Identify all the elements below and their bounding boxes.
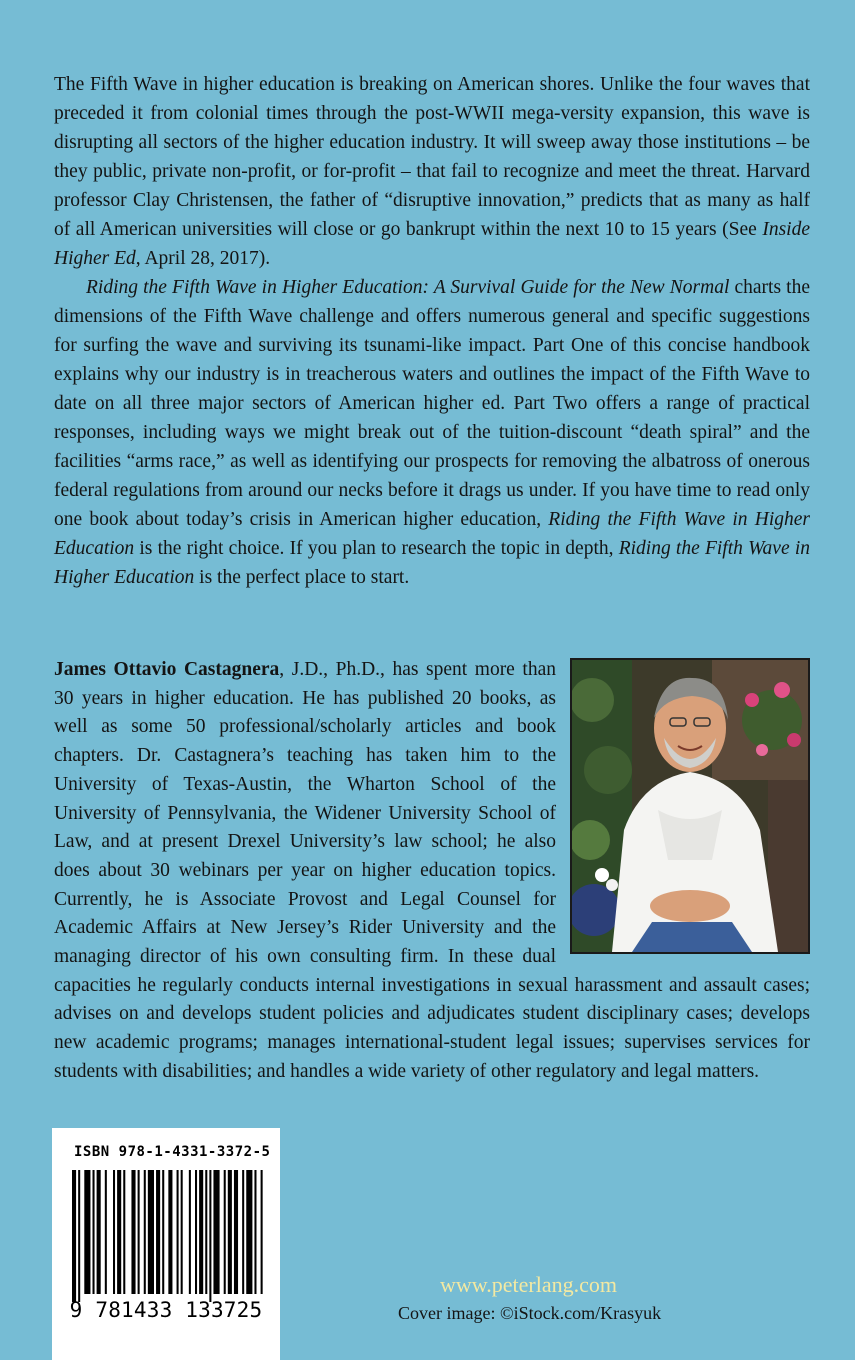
barcode-bar	[254, 1170, 256, 1294]
barcode-bar	[205, 1170, 207, 1294]
barcode-bar	[78, 1170, 80, 1302]
barcode-bar	[199, 1170, 203, 1294]
barcode-digits: 9 781433 133725	[69, 1298, 263, 1322]
blurb-paragraph-2	[54, 273, 810, 592]
book-title: Riding the Fifth Wave in Higher Education	[54, 538, 810, 588]
isbn-barcode	[52, 1128, 280, 1360]
barcode-bar	[224, 1170, 226, 1294]
barcode-bar	[162, 1170, 164, 1294]
blurb-text: The Fifth Wave in higher education is breaking on American shores. Unlike the four waves that preceded it from colonial times through the post-WWII mega-versity expansion, this wave is disrupting all sectors of the higher education industry. It will sweep away those institutions – be they public, private non-profit, or for-profit – that fail to recognize and meet the threat. Harvard professor Clay Christensen, the father of “disruptive innovation,” predicts that as many as half of all American universities will close or go bankrupt within the next 10 to 15 years (See	[54, 74, 810, 240]
barcode-bar	[213, 1170, 219, 1294]
barcode-bar	[84, 1170, 90, 1294]
barcode-bars	[70, 1170, 264, 1302]
back-cover-blurb	[54, 70, 810, 592]
barcode-bar	[209, 1170, 211, 1302]
blurb-text: charts the dimensions of the Fifth Wave challenge and offers numerous general and specific suggestions for surfing the wave and surviving its tsunami-like impact. Part One of this concise handbook explains why our industry is in treacherous waters and outlines the impact of the Fifth Wave to date on all three major sectors of American higher ed. Part Two offers a range of practical responses, including ways we might break out of the tuition-discount “death spiral” and the facilities “arms race,” as well as identifying our prospects for removing the albatross of onerous federal regulations from around our necks before it drags us under. If you have time to read only one book about today’s crisis in American higher education,	[54, 277, 810, 530]
barcode-bar	[138, 1170, 140, 1294]
barcode-bar	[148, 1170, 154, 1294]
barcode-bar	[72, 1170, 76, 1302]
author-photo	[570, 658, 810, 954]
barcode-bar	[93, 1170, 95, 1294]
barcode-bar	[123, 1170, 125, 1294]
blurb-paragraph-1	[54, 70, 810, 273]
barcode-bar	[131, 1170, 135, 1294]
barcode-bar	[117, 1170, 121, 1294]
blurb-text: , April 28, 2017).	[135, 248, 271, 269]
cover-image-credit: Cover image: ©iStock.com/Krasyuk	[398, 1303, 662, 1323]
book-title: Riding the Fifth Wave in Higher Education: A Survival Guide for the New Normal	[86, 277, 730, 298]
barcode-bar	[261, 1170, 263, 1294]
barcode-bar	[242, 1170, 244, 1294]
barcode-bar	[189, 1170, 191, 1294]
barcode-bar	[168, 1170, 172, 1294]
author-bio	[54, 656, 810, 1087]
blurb-text: is the right choice. If you plan to research the topic in depth,	[134, 538, 619, 559]
barcode-bar	[181, 1170, 183, 1294]
publisher-url[interactable]: www.peterlang.com	[440, 1272, 617, 1297]
barcode-bar	[234, 1170, 238, 1294]
barcode-bar	[156, 1170, 160, 1294]
isbn-label: ISBN 978-1-4331-3372-5	[74, 1144, 271, 1160]
book-title: Riding the Fifth Wave in Higher Education	[54, 509, 810, 559]
barcode-bar	[246, 1170, 252, 1294]
barcode-bar	[195, 1170, 197, 1294]
barcode-bar	[113, 1170, 115, 1294]
barcode-bar	[177, 1170, 179, 1294]
author-name: James Ottavio Castagnera	[54, 659, 280, 680]
source-title: Inside Higher Ed	[54, 219, 810, 269]
barcode-bar	[105, 1170, 107, 1294]
barcode-bar	[228, 1170, 232, 1294]
barcode-bar	[144, 1170, 146, 1294]
barcode-bar	[97, 1170, 101, 1294]
bio-text: , J.D., Ph.D., has spent more than 30 years in higher education. He has published 20 books, as well as some 50 professional/scholarly articles and book chapters. Dr. Castagnera’s teaching has taken him to the University of Texas-Austin, the Wharton School of the University of Pennsylvania, the Widener University School of Law, and at present Drexel University’s law school; he also does about 30 webinars per year on higher education topics. Currently, he is Associate Provost and Legal Counsel for Academic Affairs at New Jersey’s Rider University and the managing director of his own consulting firm. In these dual capacities he regularly conducts internal investigations in sexual harassment and assault cases; advises on and develops student policies and adjudicates student disciplinary cases; develops new academic programs; manages international-student legal issues; supervises services for students with disabilities; and handles a wide variety of other regulatory and legal matters.	[54, 659, 810, 1082]
blurb-text: is the perfect place to start.	[194, 567, 410, 588]
